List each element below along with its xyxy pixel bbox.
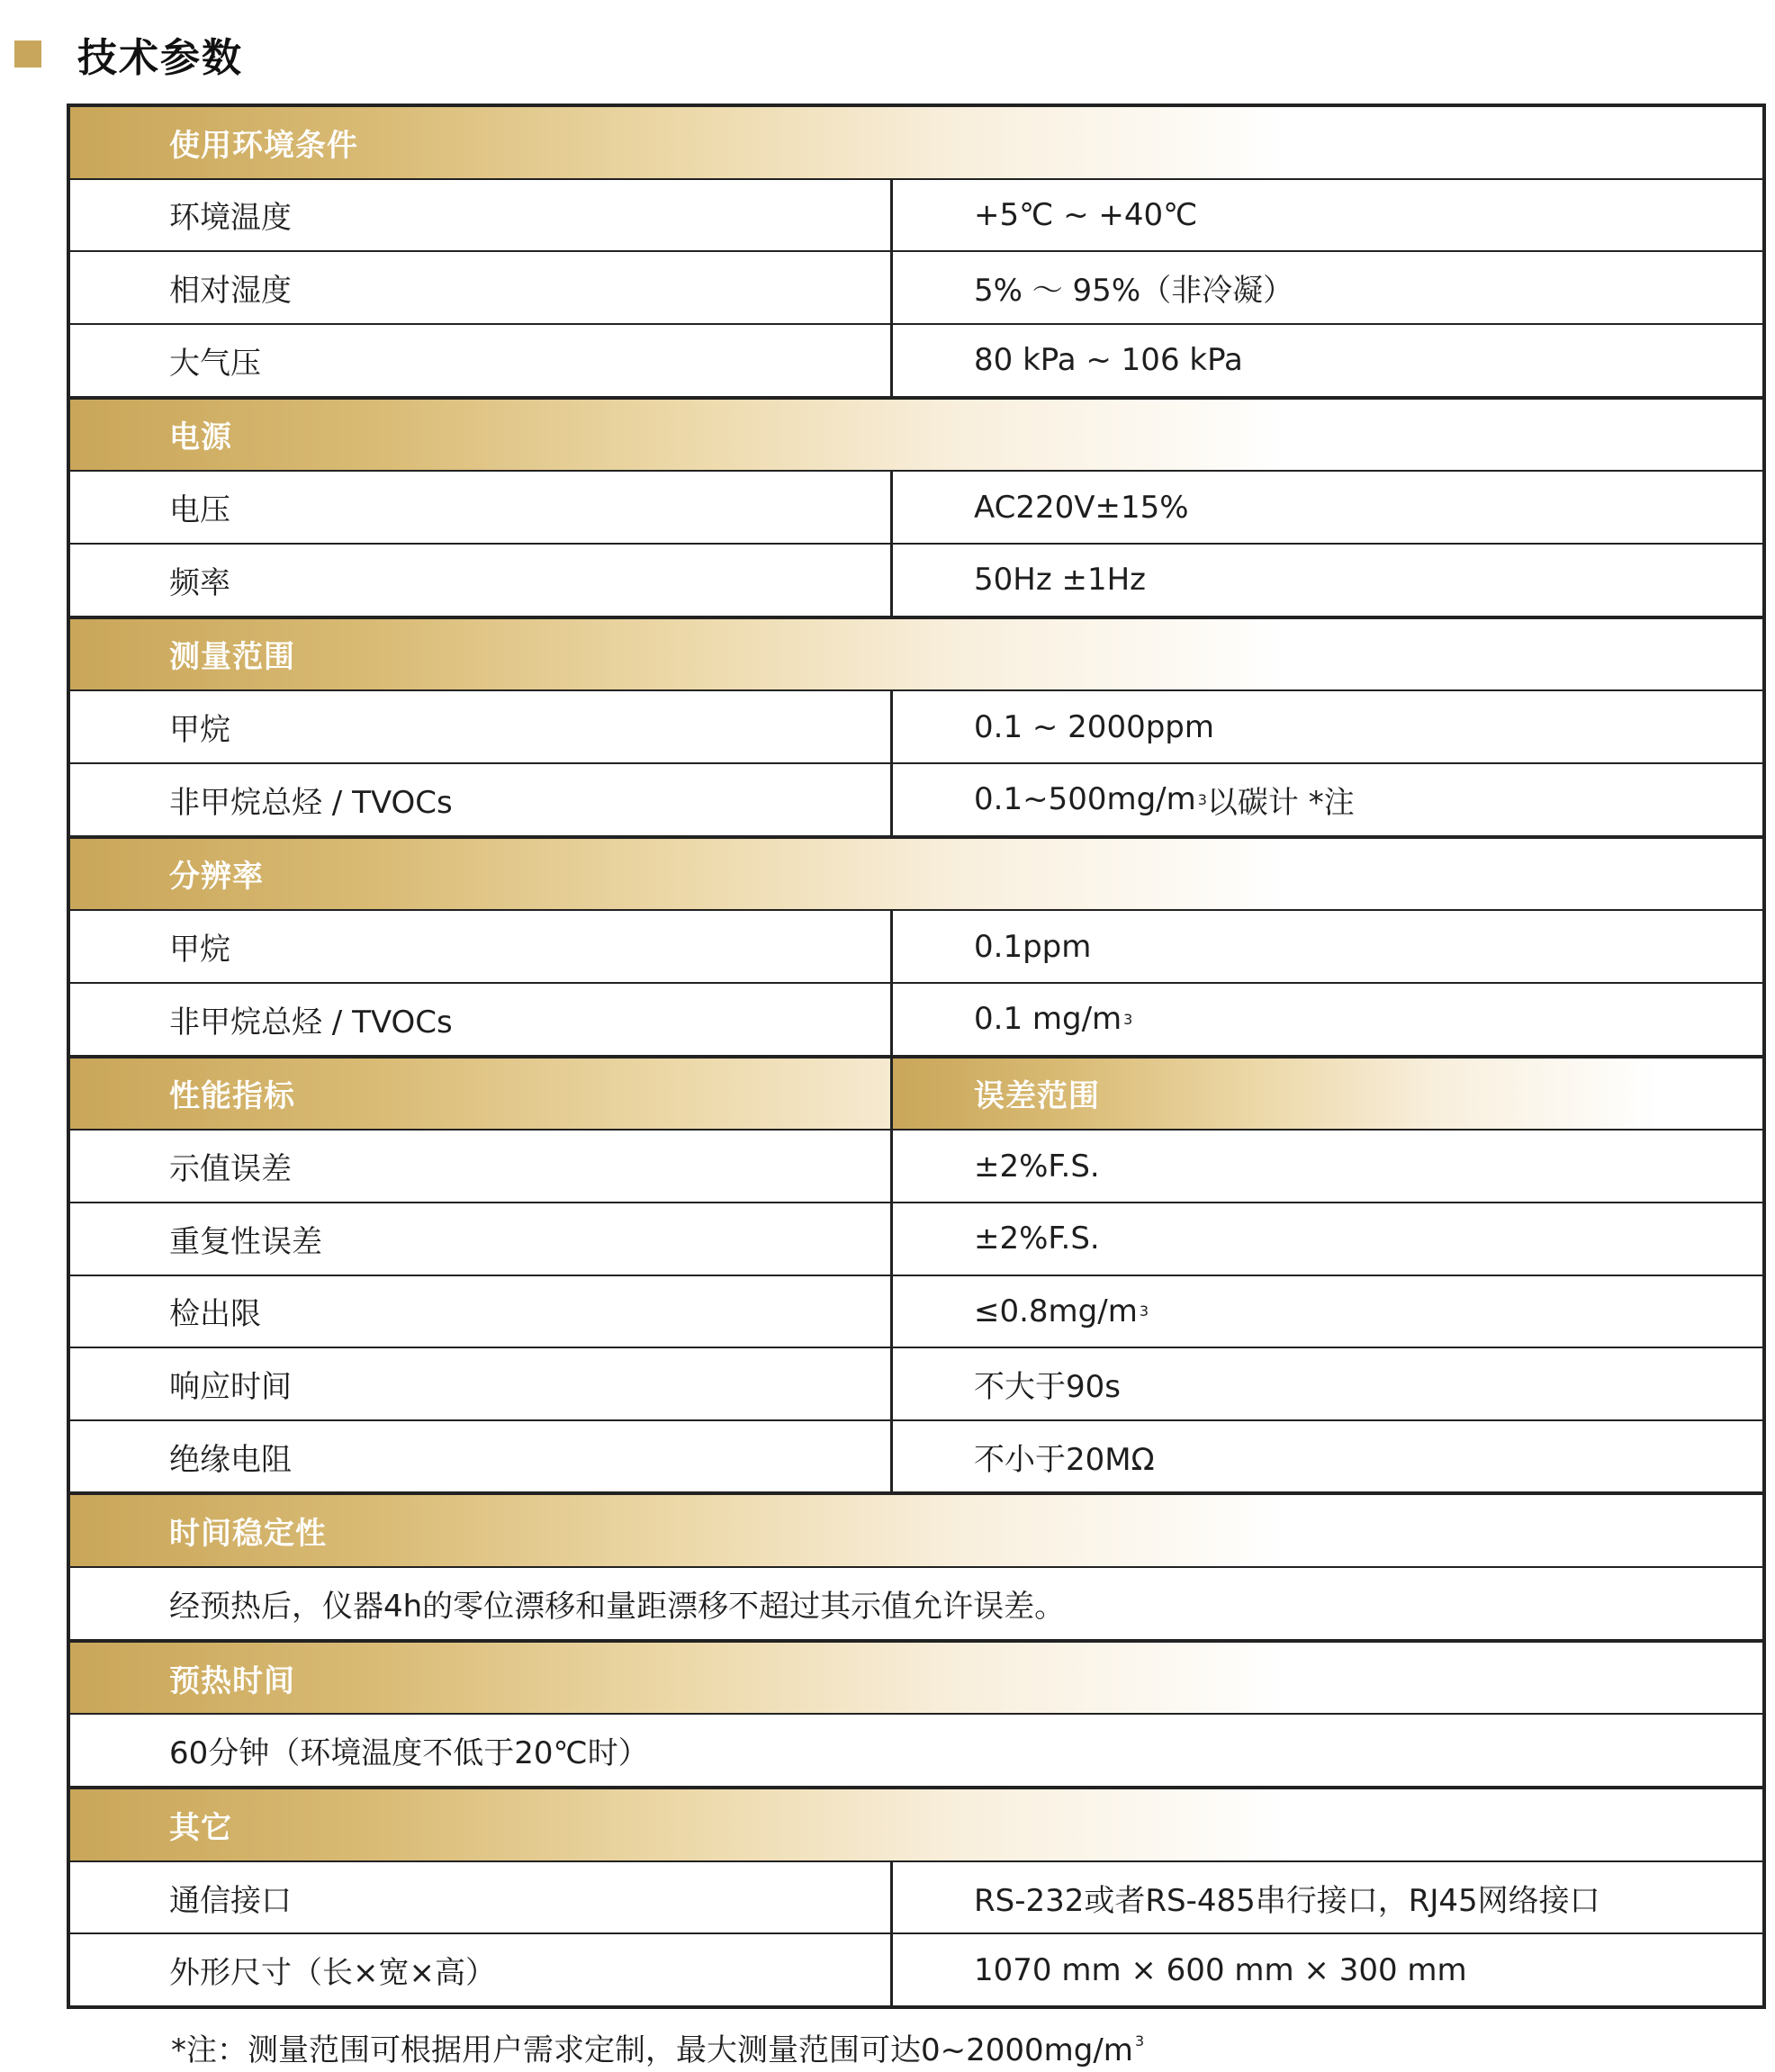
footnote [171,2025,1144,2069]
row-value [893,1276,1762,1347]
section-header-env [70,107,1762,180]
footnote-text: *注：测量范围可根据用户需求定制，最大测量范围可达0~2000mg/m [171,2032,1133,2068]
table-row [70,1348,1762,1421]
table-row [70,1131,1762,1203]
section-header-label: 电源 [169,419,232,456]
table-row [70,1715,1762,1788]
row-value: ±2%F.S. [974,1148,1100,1185]
title-square-icon [14,41,41,68]
table-row [70,252,1762,325]
table-row [70,691,1762,764]
row-label: 环境温度 [70,180,893,251]
section-header-resolution [70,837,1762,912]
table-row [70,180,1762,253]
section-header-label: 时间稳定性 [169,1516,327,1553]
row-value: AC220V±15% [974,489,1189,526]
row-label: 大气压 [70,325,893,396]
row-value: 0.1 ~ 2000ppm [974,708,1214,745]
row-value [893,984,1762,1055]
section-header-performance [70,1057,1762,1131]
section-header-label: 其它 [169,1809,232,1846]
row-label: 甲烷 [70,911,893,982]
superscript: 3 [1197,790,1207,808]
section-header-power [70,398,1762,473]
section-header-label: 分辨率 [169,859,264,896]
row-value: 5% ～ 95%（非冷凝） [974,273,1294,310]
row-value: +5℃ ~ +40℃ [974,196,1198,233]
spec-table [67,104,1766,2009]
table-row [70,325,1762,398]
value-text: ≤0.8mg/m [974,1293,1138,1329]
row-label: 非甲烷总烃 / TVOCs [70,764,893,835]
table-row [70,1203,1762,1276]
table-row [70,911,1762,984]
row-label: 非甲烷总烃 / TVOCs [70,984,893,1055]
row-value: ±2%F.S. [974,1221,1100,1257]
table-row [70,1421,1762,1494]
section-title-bar [14,27,243,81]
row-label: 外形尺寸（长×宽×高） [70,1934,893,2005]
row-label: 检出限 [70,1276,893,1347]
section-header-label: 性能指标 [70,1059,893,1130]
row-value: 不小于20MΩ [974,1441,1155,1478]
row-label: 示值误差 [70,1131,893,1202]
value-suffix: 以碳计 *注 [1206,784,1355,821]
row-label: 绝缘电阻 [70,1421,893,1492]
row-label: 通信接口 [70,1862,893,1933]
table-row [70,984,1762,1057]
section-header-stability [70,1493,1762,1568]
page-title: 技术参数 [77,35,243,81]
section-header-preheat [70,1641,1762,1716]
superscript: 3 [1123,1010,1133,1028]
row-value: 50Hz ±1Hz [974,562,1147,599]
table-row [70,1276,1762,1349]
row-value: 0.1ppm [974,928,1092,965]
section-header-label-right: 误差范围 [893,1059,1762,1130]
table-row [70,545,1762,617]
value-text: 0.1 mg/m [974,1001,1122,1038]
superscript: 3 [1139,1302,1149,1320]
row-value: 1070 mm × 600 mm × 300 mm [974,1951,1467,1988]
row-value: RS-232或者RS-485串行接口，RJ45网络接口 [974,1882,1600,1919]
table-row [70,1862,1762,1935]
section-header-range [70,617,1762,692]
row-label: 频率 [70,545,893,616]
row-label: 甲烷 [70,691,893,762]
row-text: 经预热后，仪器4h的零位漂移和量距漂移不超过其示值允许误差。 [169,1588,1066,1625]
table-row [70,1568,1762,1641]
row-label: 响应时间 [70,1348,893,1419]
row-label: 相对湿度 [70,252,893,323]
row-text: 60分钟（环境温度不低于20℃时） [169,1735,649,1772]
table-row [70,764,1762,837]
table-row [70,1934,1762,2005]
row-label: 重复性误差 [70,1203,893,1275]
value-text: 0.1~500mg/m [974,781,1196,818]
row-value: 80 kPa ~ 106 kPa [974,342,1243,379]
section-header-label: 使用环境条件 [169,127,358,164]
section-header-other [70,1788,1762,1862]
section-header-label: 预热时间 [169,1662,295,1699]
table-row [70,472,1762,545]
row-label: 电压 [70,472,893,543]
superscript: 3 [1134,2032,1145,2049]
section-header-label: 测量范围 [169,639,295,676]
row-value: 不大于90s [974,1368,1121,1405]
row-value [893,764,1762,835]
